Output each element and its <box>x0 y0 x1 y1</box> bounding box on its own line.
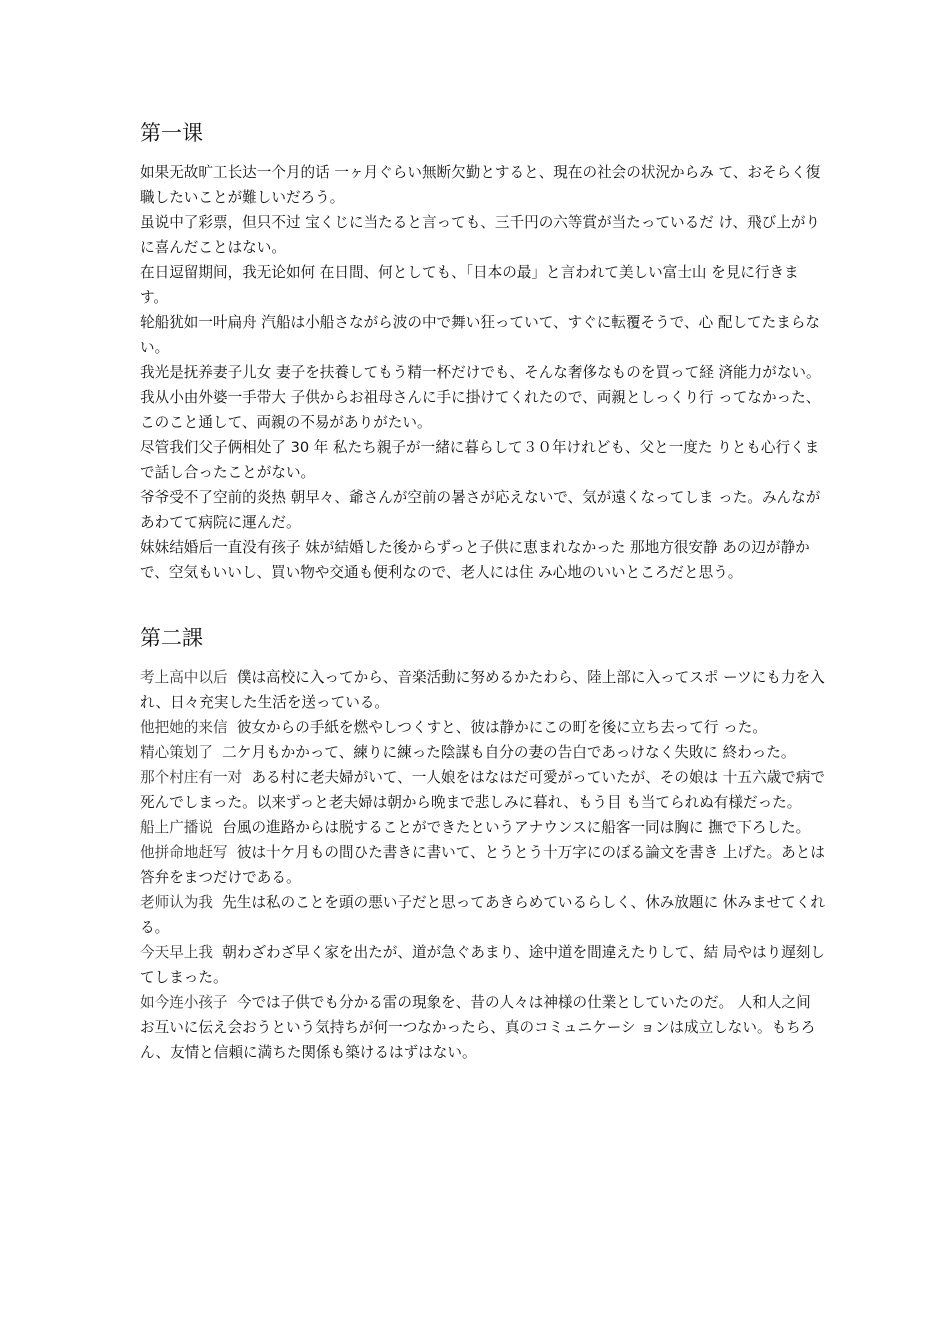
japanese-translation: 妹が結婚した後からずっと子供に恵まれなかった 那地方很安静 あの辺が静かで、空気もいいし、買い物や交通も便利なので、老人には住 み心地のいいところだと思う。 <box>140 539 810 581</box>
chinese-prompt: 我从小由外婆一手带大 <box>140 389 286 406</box>
japanese-translation: 二ケ月もかかって、練りに練った陰謀も自分の妻の告白であっけなく失敗に 終わった。 <box>222 744 796 761</box>
list-item <box>140 535 825 585</box>
lesson-2-title: 第二課 <box>140 626 203 650</box>
list-item <box>140 890 825 940</box>
japanese-translation: 僕は高校に入ってから、音楽活動に努めるかたわら、陸上部に入ってスポ ーツにも力を入れ、日々充実した生活を送っている。 <box>140 669 825 711</box>
japanese-translation: 一ヶ月ぐらい無断欠勤とすると、現在の社会の状況からみ て、おそらく復職したいことが難しいだろう。 <box>140 164 821 206</box>
chinese-prompt: 精心策划了 <box>140 744 213 761</box>
list-item <box>140 990 825 1065</box>
chinese-prompt: 在日逗留期间，我无论如何 <box>140 264 316 281</box>
chinese-prompt: 那个村庄有一对 <box>140 769 243 786</box>
chinese-prompt: 考上高中以后 <box>140 669 228 686</box>
japanese-translation: 今では子供でも分かる雷の現象を、昔の人々は神様の仕業としていたのだ。 人和人之间 お互いに伝え会おうという気持ちが何一つなかったら、真のコミュニケーシ ョンは成立しない。もちろん、友情と信頼に満ちた関係も築けるはずはない。 <box>140 994 816 1061</box>
chinese-prompt: 他拼命地赶写 <box>140 844 228 861</box>
japanese-translation: 私たち親子が一緒に暮らして３０年けれども、父と一度た りとも心行くまで話し合ったことがない。 <box>140 439 820 481</box>
chinese-prompt: 如果无故旷工长达一个月的话 <box>140 164 330 181</box>
lesson-1-title: 第一课 <box>140 121 203 145</box>
list-item <box>140 260 825 310</box>
list-item <box>140 840 825 890</box>
section-spacer <box>140 585 825 623</box>
japanese-translation: 汽船は小船さながら波の中で舞い狂っていて、すぐに転覆そうで、心 配してたまらない。 <box>140 314 821 356</box>
lesson-2-entries <box>140 665 825 1065</box>
japanese-translation: 台風の進路からは脱することができたというアナウンスに船客一同は胸に 撫で下ろした。 <box>222 819 811 836</box>
japanese-translation: ある村に老夫婦がいて、一人娘をはなはだ可愛がっていたが、その娘は 十五六歳で病で死んでしまった。以来ずっと老夫婦は朝から晩まで悲しみに暮れ、もう目 も当てられぬ有様だった。 <box>140 769 825 811</box>
list-item <box>140 160 825 210</box>
list-item <box>140 310 825 360</box>
chinese-prompt: 我光是抚养妻子儿女 <box>140 364 272 381</box>
japanese-translation: 宝くじに当たると言っても、三千円の六等賞が当たっているだ け、飛び上がりに喜んだことはない。 <box>140 214 821 256</box>
japanese-translation: 子供からお祖母さんに手に掛けてくれたので、両親としっくり行 ってなかった、このこと通して、両親の不易がありがたい。 <box>140 389 821 431</box>
chinese-prompt: 爷爷受不了空前的炎热 <box>140 489 286 506</box>
japanese-translation: 妻子を扶養してもう精一杯だけでも、そんな奢侈なものを買って経 済能力がない。 <box>276 364 821 381</box>
list-item <box>140 715 825 740</box>
japanese-translation: 彼女からの手紙を燃やしつくすと、彼は静かにこの町を後に立ち去って行 った。 <box>236 719 767 736</box>
list-item <box>140 385 825 435</box>
list-item <box>140 360 825 385</box>
japanese-translation: 朝早々、爺さんが空前の暑さが応えないで、気が遠くなってしま った。みんながあわてて病院に運んだ。 <box>140 489 821 531</box>
list-item <box>140 665 825 715</box>
japanese-translation: 先生は私のことを頭の悪い子だと思ってあきらめているらしく、休み放題に 休みませてくれる。 <box>140 894 825 936</box>
chinese-prompt: 如今连小孩子 <box>140 994 228 1011</box>
japanese-translation: 在日間、何としても、「日本の最」と言われて美しい富士山 を見に行きます。 <box>140 264 799 306</box>
chinese-prompt: 今天早上我 <box>140 944 213 961</box>
list-item <box>140 940 825 990</box>
list-item <box>140 765 825 815</box>
list-item <box>140 435 825 485</box>
japanese-translation: 彼は十ケ月もの間ひた書きに書いて、とうとう十万字にのぼる論文を書き 上げた。あとは答弁をまつだけである。 <box>140 844 825 886</box>
lesson-1-entries <box>140 160 825 585</box>
chinese-prompt: 尽管我们父子俩相处了 30 年 <box>140 439 329 456</box>
chinese-prompt: 船上广播说 <box>140 819 213 836</box>
chinese-prompt: 他把她的来信 <box>140 719 228 736</box>
list-item <box>140 485 825 535</box>
document-page <box>140 118 825 1065</box>
chinese-prompt: 老师认为我 <box>140 894 213 911</box>
list-item <box>140 740 825 765</box>
chinese-prompt: 虽说中了彩票，但只不过 <box>140 214 301 231</box>
japanese-translation: 朝わざわざ早く家を出たが、道が急ぐあまり、途中道を間違えたりして、結 局やはり遅刻してしまった。 <box>140 944 825 986</box>
list-item <box>140 815 825 840</box>
list-item <box>140 210 825 260</box>
chinese-prompt: 轮船犹如一叶扁舟 <box>140 314 257 331</box>
chinese-prompt: 妹妹结婚后一直没有孩子 <box>140 539 301 556</box>
